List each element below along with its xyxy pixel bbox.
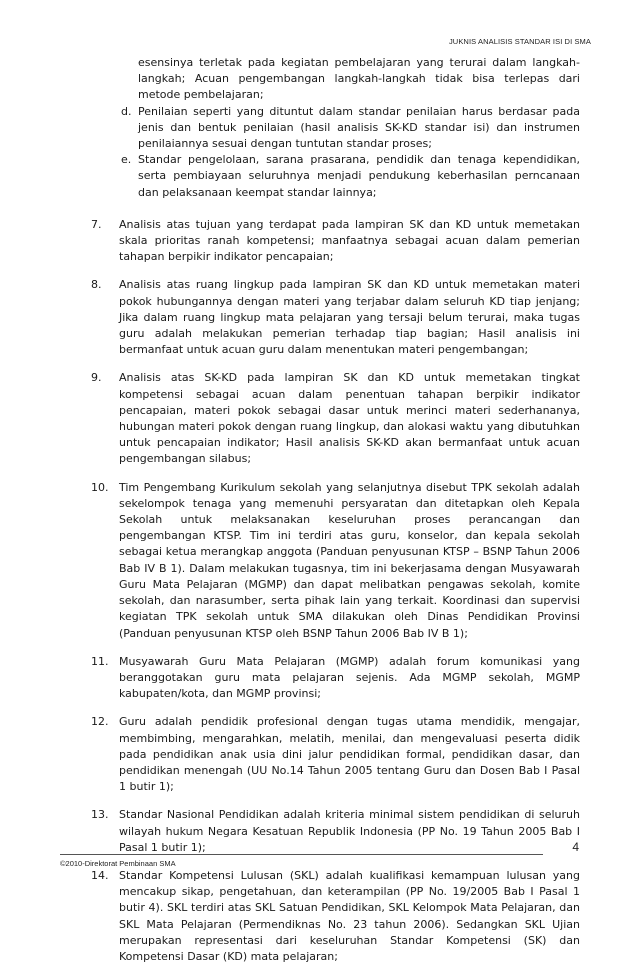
item-number: 8.: [91, 278, 102, 292]
page-body: [0, 55, 638, 965]
item-number: 14.: [91, 868, 109, 882]
numbered-item: [91, 714, 580, 795]
numbered-item: [91, 480, 580, 642]
footer-text: ©2010-Direktorat Pembinaan SMA: [60, 859, 176, 868]
item-text: Guru adalah pendidik profesional dengan tugas utama mendidik, mengajar, membimbing, mengarahkan, melatih, menilai, dan mengevaluasi peserta didik pada pendidikan anak usia dini jalur pendidikan formal, pendidikan dasar, dan pendidikan menengah (UU No.14 Tahun 2005 tentang Guru dan Dosen Bab I Pasal 1 butir 1);: [119, 715, 580, 794]
item-number: 12.: [91, 715, 109, 729]
item-number: 7.: [91, 217, 102, 231]
item-text: Analisis atas tujuan yang terdapat pada lampiran SK dan KD untuk memetakan skala prioritas ranah kompetensi; manfaatnya sebagai acuan dalam pemerian tahapan berpikir indikator pencapaian;: [119, 217, 580, 264]
item-text: Standar Nasional Pendidikan adalah kriteria minimal sistem pendidikan di seluruh wilayah hukum Negara Kesatuan Republik Indonesia (PP No. 19 Tahun 2005 Bab I Pasal 1 butir 1);: [119, 808, 580, 854]
sub-item-text: Penilaian seperti yang dituntut dalam standar penilaian harus berdasar pada jenis dan bentuk penilaian (hasil analisis SK-KD standar isi) dan instrumen penilaiannya sesuai dengan tuntutan standar proses;: [138, 104, 580, 151]
sub-list-item: [121, 104, 580, 153]
running-header: JUKNIS ANALISIS STANDAR ISI DI SMA: [448, 37, 591, 46]
numbered-item: [91, 277, 580, 358]
sub-item-text: Standar pengelolaan, sarana prasarana, pendidik dan tenaga kependidikan, serta pembiayaan seluruhnya menjadi pendukung keberhasilan perncanaan dan pelaksanaan keempat standar lainnya;: [138, 153, 580, 199]
sub-item-marker: d.: [121, 104, 132, 118]
sub-item-marker: e.: [121, 153, 132, 167]
numbered-item: [91, 807, 580, 856]
sub-list-item: [121, 152, 580, 201]
numbered-item: [91, 868, 580, 965]
page-number: 4: [572, 840, 579, 854]
continuation-paragraph: esensinya terletak pada kegiatan pembelajaran yang terurai dalam langkah-langkah; Acuan pengembangan langkah-langkah tidak bisa terlepas dari metode pembelajaran;: [138, 56, 580, 102]
item-text: Analisis atas SK-KD pada lampiran SK dan KD untuk memetakan tingkat kompetensi sebagai acuan dalam penentuan tahapan berpikir indikator pencapaian, materi pokok sebagai dasar untuk merinci materi sederhananya, hubungan materi pokok dengan ruang lingkup, dan alokasi waktu yang dibutuhkan untuk pencapaian indikator; Hasil analisis SK-KD akan bermanfaat untuk acuan pengembangan silabus;: [119, 371, 580, 466]
numbered-item: [91, 654, 580, 703]
item-text: Tim Pengembang Kurikulum sekolah yang selanjutnya disebut TPK sekolah adalah sekelompok tenaga yang memenuhi persyaratan dan ditetapkan oleh Kepala Sekolah untuk melaksanakan keseluruhan proses perancangan dan pengembangan KTSP. Tim ini terdiri atas guru, konselor, dan kepala sekolah sebagai ketua merangkap anggota (Panduan penyusunan KTSP – BSNP Tahun 2006 Bab IV B 1). Dalam melakukan tugasnya, tim ini bekerjasama dengan Musyawarah Guru Mata Pelajaran (MGMP) dan dapat melibatkan pengawas sekolah, komite sekolah, dan narasumber, serta pihak lain yang terkait. Koordinasi dan supervisi kegiatan TPK sekolah untuk SMA dilakukan oleh Dinas Pendidikan Provinsi (Panduan penyusunan KTSP oleh BSNP Tahun 2006 Bab IV B 1);: [119, 480, 580, 640]
footer-divider: [60, 854, 543, 855]
item-text: Musyawarah Guru Mata Pelajaran (MGMP) adalah forum komunikasi yang beranggotakan guru mata pelajaran sejenis. Ada MGMP sekolah, MGMP kabupaten/kota, dan MGMP provinsi;: [119, 654, 580, 701]
numbered-item: [91, 370, 580, 467]
item-number: 11.: [91, 654, 109, 668]
item-text: Analisis atas ruang lingkup pada lampiran SK dan KD untuk memetakan materi pokok hubungannya dengan materi yang terjabar dalam seluruh KD tiap jenjang; Jika dalam ruang lingkup mata pelajaran yang tersaji belum terurai, maka tugas guru adalah melakukan pemerian terhadap tiap bagian; Hasil analisis ini bermanfaat untuk acuan guru dalam menentukan materi pengembangan;: [119, 278, 580, 357]
item-number: 9.: [91, 371, 102, 385]
numbered-item: [91, 217, 580, 266]
item-text: Standar Kompetensi Lulusan (SKL) adalah kualifikasi kemampuan lulusan yang mencakup sikap, pengetahuan, dan keterampilan (PP No. 19/2005 Bab I Pasal 1 butir 4). SKL terdiri atas SKL Satuan Pendidikan, SKL Kelompok Mata Pelajaran, dan SKL Mata Pelajaran (Permendiknas No. 23 tahun 2006). Sedangkan SKL Ujian merupakan representasi dari keseluruhan Standar Kompetensi (SK) dan Kompetensi Dasar (KD) mata pelajaran;: [119, 868, 580, 963]
item-number: 10.: [91, 480, 109, 494]
item-number: 13.: [91, 808, 109, 822]
